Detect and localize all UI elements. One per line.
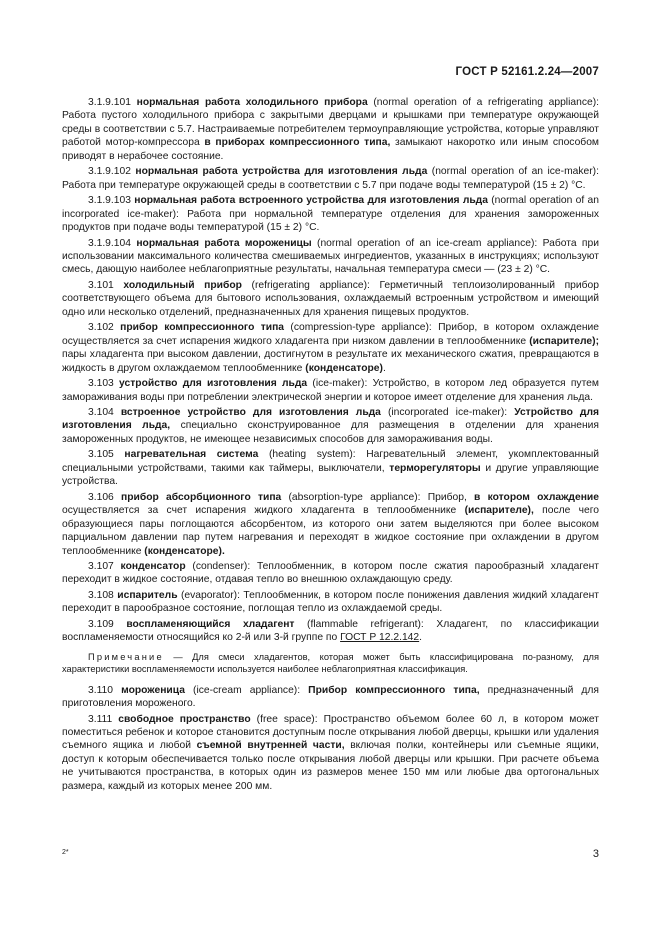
standard-reference-link[interactable]: ГОСТ Р 12.2.142 — [340, 632, 420, 644]
definition-text: (ice-maker): Устройство, в котором лед образуется путем замораживания воды при потреблении электрической энергии и которое имеет отделение для хранения льда. — [62, 378, 599, 403]
definition-text: после чего образующиеся пары поглощаются абсорбентом, из которого они затем выделяются при более высоком парциальном давлении пар путем нагревания и переходят в жидкое состояние при охлаждении в другом теплообменнике — [62, 505, 599, 557]
term: нормальная работа холодильного прибора — [136, 97, 368, 108]
clause-number: 3.105 — [88, 449, 114, 461]
term: нормальная работа мороженицы — [136, 237, 312, 249]
definition-text: (normal operation of an ice-maker): Работа при температуре окружающей среды в соответствии с 5.7 при подаче воды температурой (15 ± 2) °С. — [62, 166, 599, 191]
definition-3-107 — [62, 560, 599, 587]
term: свободное пространство — [118, 713, 251, 725]
term: нормальная работа встроенного устройства для изготовления льда — [134, 195, 488, 207]
document-body — [62, 96, 599, 795]
clause-number: 3.110 — [88, 684, 114, 696]
term: устройство для изготовления льда — [119, 378, 308, 390]
document-code: ГОСТ Р 52161.2.24—2007 — [455, 66, 599, 78]
definition-text: и другие управляющие устройства. — [62, 462, 599, 488]
emphasis: в приборах компрессионного типа, — [204, 137, 391, 149]
term: холодильный прибор — [123, 279, 242, 291]
clause-number: 3.1.9.101 — [88, 97, 131, 108]
definition-text: (normal operation of an incorporated ice-maker): Работа при нормальной температуре отделения для хранения замороженных продуктов при подаче воды температурой (15 ± 2) °С. — [62, 195, 599, 234]
term: нормальная работа устройства для изготовления льда — [135, 166, 428, 178]
definition-text: предназначенный для приготовления мороженого. — [62, 684, 599, 710]
clause-number: 3.111 — [88, 713, 113, 725]
clause-number: 3.108 — [88, 589, 114, 601]
emphasis: (испарителе); — [529, 335, 599, 347]
page-number: 3 — [592, 848, 599, 860]
definition-3-110 — [62, 684, 599, 711]
definition-text: (incorporated ice-maker): — [380, 406, 515, 418]
term: конденсатор — [120, 560, 186, 572]
emphasis: терморегуляторы — [389, 462, 481, 474]
term: воспламеняющийся хладагент — [126, 618, 295, 630]
emphasis: (конденсаторе) — [305, 362, 383, 374]
term: мороженица — [121, 684, 185, 696]
definition-3-103 — [62, 377, 599, 404]
clause-number: 3.103 — [88, 378, 114, 390]
definition-text: . — [382, 362, 386, 374]
definition-3-109 — [62, 618, 599, 645]
clause-number: 3.109 — [88, 618, 114, 630]
note-label: Примечание — [88, 651, 164, 662]
term: встроенное устройство для изготовления льда — [120, 406, 381, 418]
definition-text: замыкают накоротко или иным способом приводят в нерабочее состояние. — [62, 137, 600, 162]
definition-3-1-9-102 — [62, 165, 599, 192]
definition-text: (evaporator): Теплообменник, в котором после понижения давления жидкий хладагент переходит в парообразное состояние, поглощая тепло из охлаждаемой среды. — [62, 589, 599, 615]
clause-number: 3.107 — [88, 560, 114, 572]
definition-text: (flammable refrigerant): Хладагент, по классификации воспламеняемости относящийся ко 2-й или 3-й группе по — [62, 618, 599, 644]
definition-3-108 — [62, 589, 599, 616]
definition-text: пары хладагента при высоком давлении, достигнутом в результате их механического сжатия, превращаются в жидкость в другом охлаждаемом теплообменнике — [62, 349, 599, 374]
definition-text: (condenser): Теплообменник, в котором после сжатия парообразный хладагент переходит в жидкое состояние, отдавая тепло во внешнюю охлаждающую среду. — [62, 560, 599, 586]
definition-3-1-9-103 — [62, 194, 599, 234]
definition-3-101 — [62, 279, 599, 319]
definition-3-106 — [62, 491, 599, 558]
definition-text: (normal operation of an ice-cream appliance): Работа при использовании максимального количества смешиваемых ингредиентов, указанных в инструкциях; используют смесь, дающую наиболее неблагоприятные результаты, начальная температура смеси — (23 ± 2) °С. — [62, 237, 599, 276]
definition-text: (ice-cream appliance): — [184, 684, 309, 696]
definition-text: (absorption-type appliance): Прибор, — [281, 491, 475, 503]
definition-3-105 — [62, 448, 599, 488]
emphasis: Устройство для изготовления льда, — [62, 406, 599, 432]
term: прибор компрессионного типа — [120, 322, 285, 334]
definition-text: (free space): Пространство объемом более 60 л, в котором может поместиться ребенок и которое становится доступным после открывания любой дверцы, крышки или удаления съемного ящика и любой — [62, 713, 599, 752]
definition-text: (heating system): Нагревательный элемент, укомплектованный специальными устройствами, такими как таймеры, выключатели, — [62, 449, 599, 474]
clause-number: 3.102 — [88, 322, 114, 334]
emphasis: съемной внутренней части, — [196, 740, 345, 752]
definition-text: включая полки, контейнеры или съемные ящики, доступ к которым обеспечивается только после открывания любой дверцы или крышки. При расчете объема не учитываются пространства, в которых один из размеров менее 150 мм или любые два ортогональных размера, каждый из которых менее 200 мм. — [62, 740, 599, 792]
sheet-mark: 2* — [62, 849, 69, 856]
emphasis: (испарителе), — [464, 505, 534, 517]
definition-3-104 — [62, 406, 599, 446]
definition-3-1-9-104 — [62, 237, 599, 277]
note-text: — Для смеси хладагентов, которая может быть классифицирована по-разному, для характеристики воспламеняемости используется наиболее неблагоприятная классификация. — [62, 651, 599, 675]
definition-text: . — [419, 632, 423, 644]
emphasis: в котором охлаждение — [474, 491, 599, 503]
term: прибор абсорбционного типа — [121, 491, 282, 503]
clause-number: 3.106 — [88, 491, 114, 503]
definition-text: (normal operation of a refrigerating appliance): Работа пустого холодильного прибора с закрытыми дверцами и крышками при температуре окружающей среды в соответствии с 5.7. Настраиваемые потребителем термоуправляющие устройства, которые управляют работой мотор-компрессора — [62, 97, 599, 149]
emphasis: Прибор компрессионного типа, — [308, 684, 480, 696]
clause-number: 3.1.9.103 — [88, 195, 131, 207]
emphasis: (конденсаторе). — [144, 545, 225, 557]
definition-text: осуществляется за счет испарения жидкого хладагента в теплообменнике — [62, 505, 465, 517]
definition-text: (compression-type appliance): Прибор, в котором охлаждение осуществляется за счет испарения жидкого хладагента при низком давлении в теплообменнике — [62, 322, 599, 347]
term: испаритель — [117, 589, 178, 601]
clause-number: 3.1.9.102 — [88, 166, 131, 178]
clause-number: 3.104 — [88, 406, 114, 418]
definition-3-111 — [62, 713, 599, 794]
clause-number: 3.1.9.104 — [88, 237, 131, 249]
definition-3-102 — [62, 321, 599, 375]
definition-text: специально сконструированное для размещения в отделении для хранения замороженных продуктов, не имеющее независимых способов для замораживания воды. — [62, 420, 599, 445]
term: нагревательная система — [124, 449, 259, 461]
definition-text: (refrigerating appliance): Герметичный теплоизолированный прибор соответствующего объема для бытового использования, охлаждаемый встроенным устройством и имеющий одно или несколько отделений, предназначенных для хранения пищевых продуктов. — [62, 279, 599, 318]
note — [62, 651, 599, 676]
definition-3-1-9-101 — [62, 96, 599, 163]
clause-number: 3.101 — [88, 279, 114, 291]
